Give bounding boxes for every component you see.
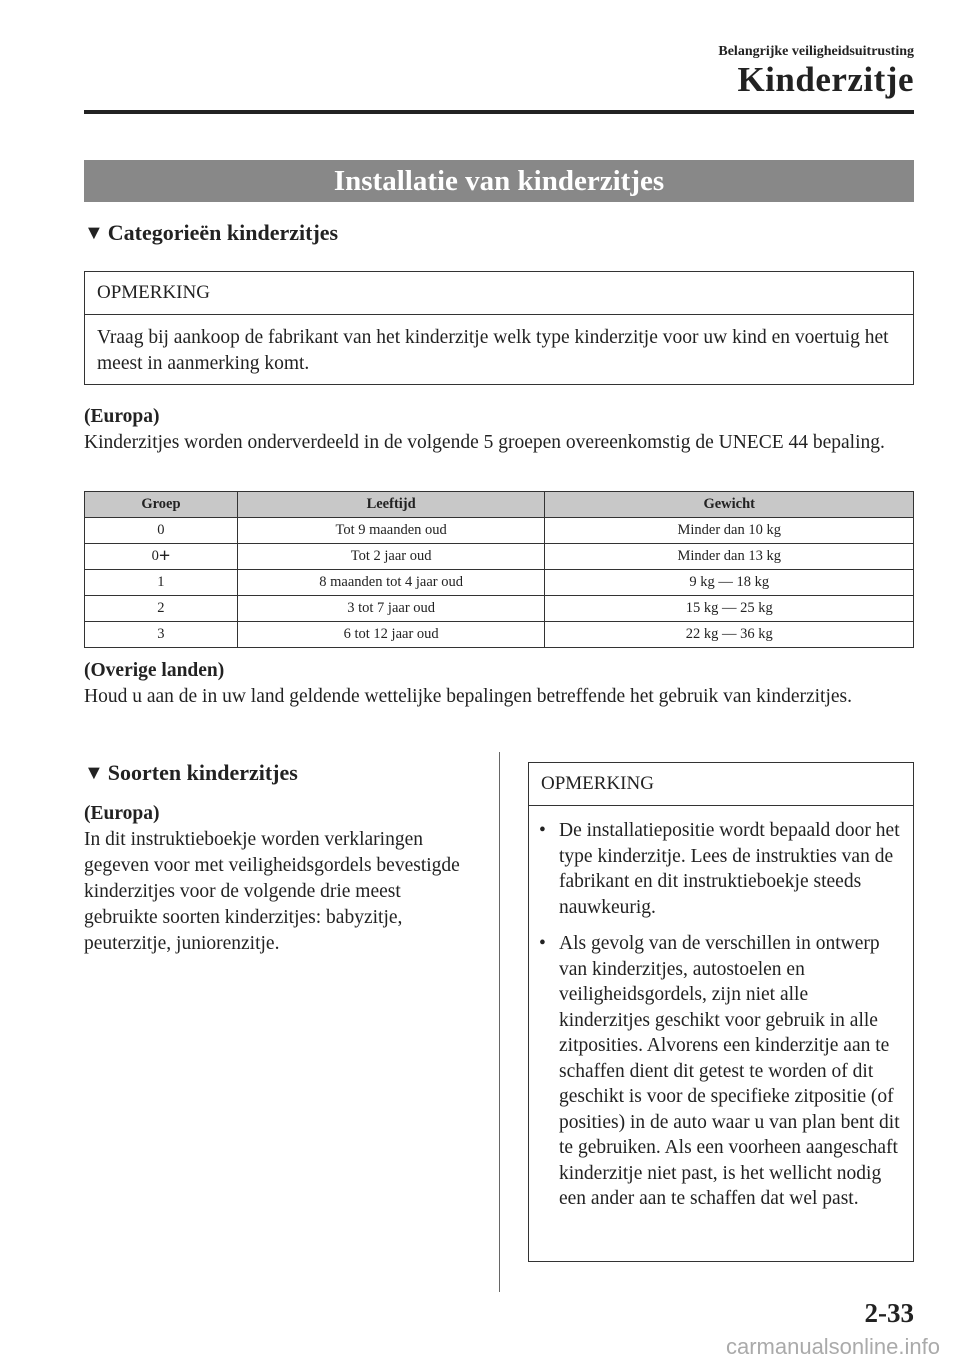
cell-age: Tot 9 maanden oud [237,518,545,544]
watermark: carmanualsonline.info [725,1334,940,1359]
cell-age: 3 tot 7 jaar oud [237,596,545,622]
cell-group-value: 0 [151,548,159,564]
child-seat-groups-table [84,491,914,648]
down-triangle-icon: ▼ [84,762,104,784]
other-countries-text: Houd u aan de in uw land geldende wettelijke bepalingen betreffende het gebruik van kinderzitjes. [84,686,852,707]
other-countries-paragraph [84,658,914,710]
note-title: OPMERKING [529,763,913,806]
down-triangle-icon: ▼ [84,222,104,244]
cell-weight: 9 kg ― 18 kg [545,570,914,596]
types-text: In dit instruktieboekje worden verklaringen gegeven voor met veiligheidsgordels bevestigde kinderzitjes voor de volgende drie meest gebruikte soorten kinderzitjes: babyzitje, peuterzitje, juniorenzitje. [84,829,460,954]
types-paragraph [84,801,474,957]
plus-icon: + [158,545,171,567]
cell-weight: 15 kg ― 25 kg [545,596,914,622]
note-box-types [528,762,914,1262]
list-item [533,931,901,1212]
table-header-group: Groep [85,492,238,518]
table-row [85,596,914,622]
cell-group: 1 [85,570,238,596]
table-header-age: Leeftijd [237,492,545,518]
table-header-weight: Gewicht [545,492,914,518]
header-chapter-title: Kinderzitje [737,60,914,99]
note-text: Vraag bij aankoop de fabrikant van het kinderzitje welk type kinderzitje voor uw kind en voertuig het meest in aanmerking komt. [97,327,889,374]
cell-group: 2 [85,596,238,622]
table-row [85,570,914,596]
europa-label: (Europa) [84,406,160,427]
section-categories-heading [84,220,338,246]
column-divider [499,752,500,1292]
section-banner: Installatie van kinderzitjes [84,160,914,202]
list-item [533,818,901,920]
cell-group: 3 [85,622,238,648]
page-number: 2-33 [864,1298,914,1328]
cell-weight: Minder dan 13 kg [545,544,914,570]
table-header-row [85,492,914,518]
table-row [85,544,914,570]
other-countries-label: (Overige landen) [84,660,225,681]
header-section-label: Belangrijke veiligheidsuitrusting [718,44,914,59]
bullet-text: De installatiepositie wordt bepaald door het type kinderzitje. Lees de instrukties van de fabrikant en dit instruktieboekje steeds nauwkeurig. [559,820,900,918]
cell-age: 6 tot 12 jaar oud [237,622,545,648]
cell-weight: Minder dan 10 kg [545,518,914,544]
note-box-categories [84,271,914,385]
bullet-text: Als gevolg van de verschillen in ontwerp van kinderzitjes, autostoelen en veiligheidsgordels, zijn niet alle kinderzitjes geschikt voor gebruik in alle zitposities. Alvorens een kinderzitje aan te schaffen dient dit getest te worden of dit geschikt is voor de specifieke zitpositie (of posities) in de auto waar u van plan bent dit te gebruiken. Als een voorheen aangeschaft kinderzitje niet past, is het wellicht nodig een ander aan te schaffen dat wel past. [559,933,900,1209]
table-row [85,518,914,544]
cell-group [85,544,238,570]
cell-age: Tot 2 jaar oud [237,544,545,570]
cell-weight: 22 kg ― 36 kg [545,622,914,648]
section-categories-title: Categorieën kinderzitjes [107,220,339,245]
note-title: OPMERKING [85,272,913,315]
europa-text: Kinderzitjes worden onderverdeeld in de volgende 5 groepen overeenkomstig de UNECE 44 bepaling. [84,432,885,453]
bullet-icon: • [539,820,546,841]
section-types-title: Soorten kinderzitjes [107,760,298,785]
bullet-icon: • [539,933,546,954]
table-row [85,622,914,648]
europa-paragraph [84,404,914,456]
header-rule [84,110,914,114]
section-types-heading [84,760,298,786]
cell-age: 8 maanden tot 4 jaar oud [237,570,545,596]
note-bullet-list [533,818,901,1212]
cell-group: 0 [85,518,238,544]
types-europa-label: (Europa) [84,803,160,824]
